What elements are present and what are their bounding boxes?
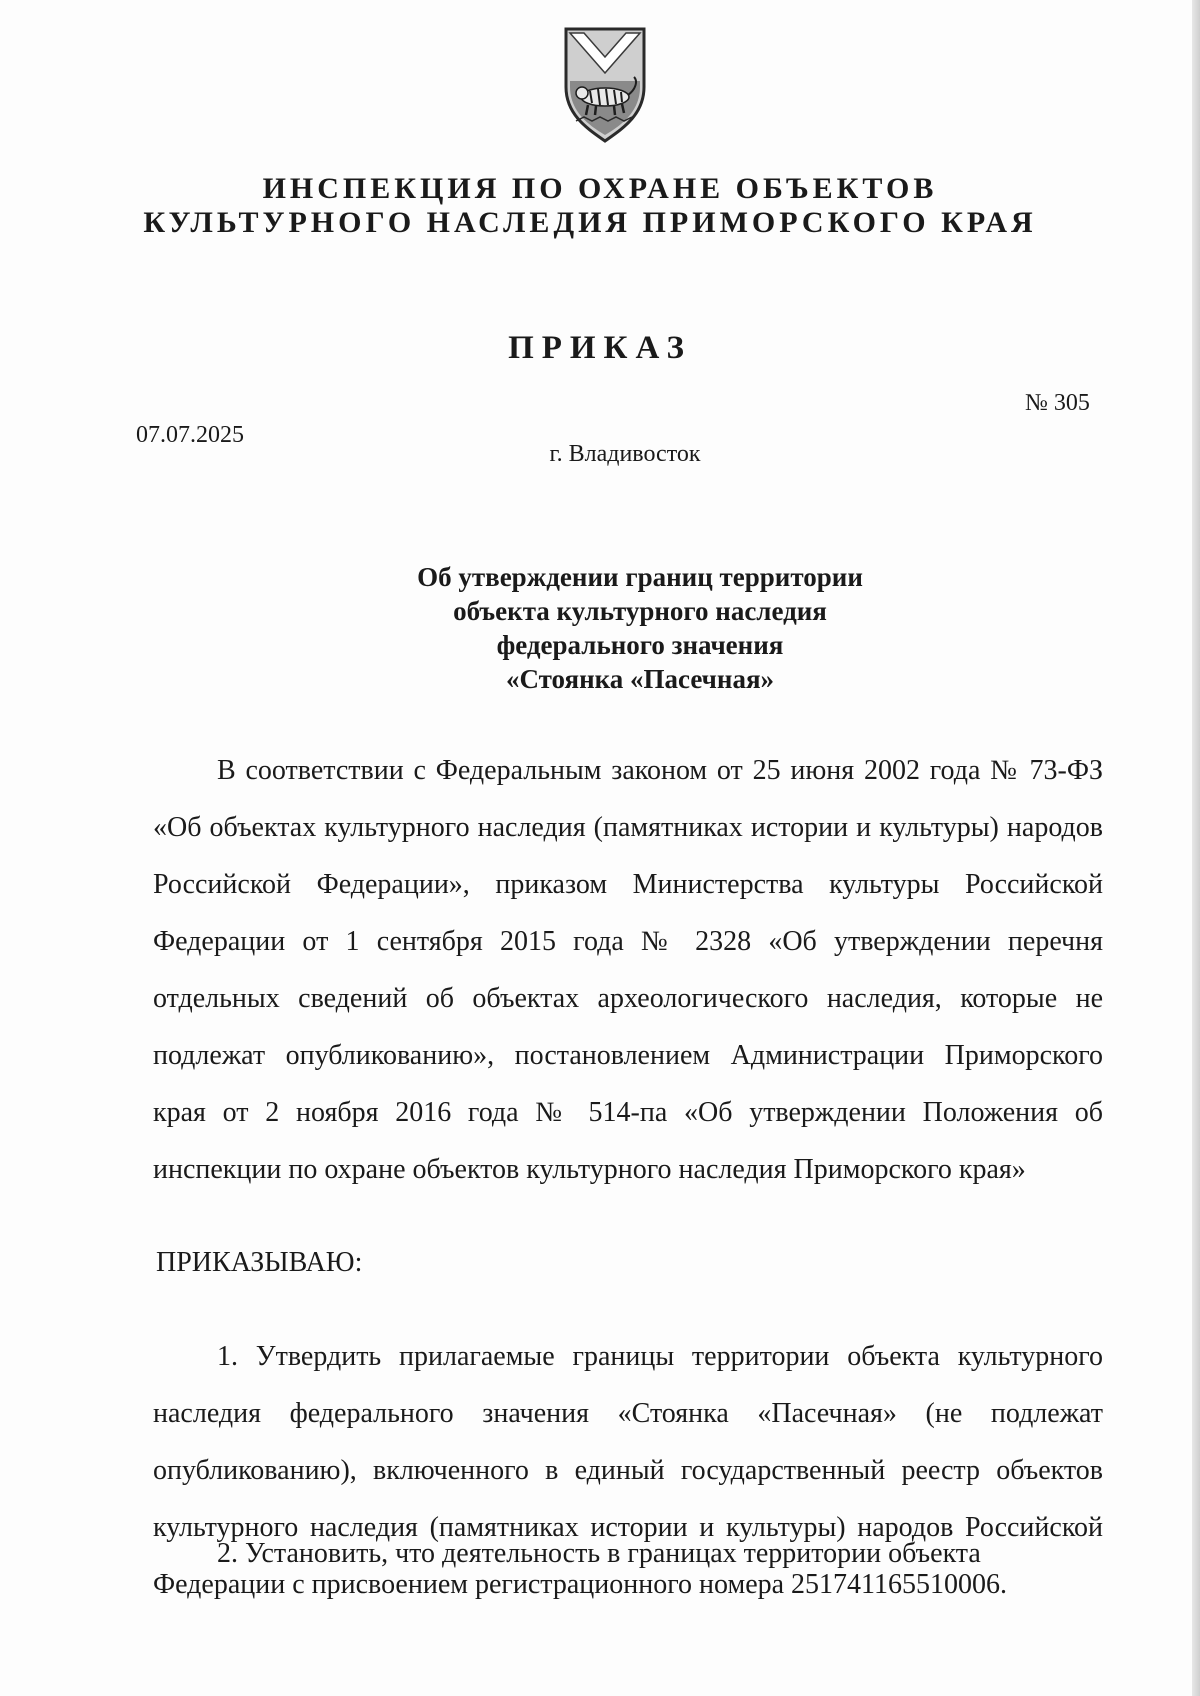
order-city: г. Владивосток bbox=[549, 441, 701, 467]
agency-name-line1: ИНСПЕКЦИЯ ПО ОХРАНЕ ОБЪЕКТОВ bbox=[262, 172, 938, 205]
subject-line: объекта культурного наследия bbox=[453, 596, 827, 626]
coat-of-arms-icon bbox=[560, 25, 650, 145]
order-directive-heading: ПРИКАЗЫВАЮ: bbox=[156, 1247, 363, 1278]
order-date: 07.07.2025 bbox=[136, 422, 244, 448]
subject-line: «Стоянка «Пасечная» bbox=[505, 664, 775, 694]
subject-line: федерального значения bbox=[496, 630, 784, 660]
agency-name-line2: КУЛЬТУРНОГО НАСЛЕДИЯ ПРИМОРСКОГО КРАЯ bbox=[143, 206, 1037, 239]
page-edge bbox=[1192, 0, 1200, 1696]
subject-line: Об утверждении границ территории bbox=[417, 562, 863, 592]
legal-basis-paragraph: В соответствии с Федеральным законом от 25 июня 2002 года № 73-ФЗ «Об объектах культурного наследия (памятниках истории и культуры) народов Российской Федерации», приказом Министерства культуры Российской Федерации от 1 сентября 2015 года № 2328 «Об утверждении перечня отдельных сведений об объектах археологического наследия, которые не подлежат опубликованию», постановлением Администрации Приморского края от 2 ноября 2016 года № 514-па «Об утверждении Положения об инспекции по охране объектов культурного наследия Приморского края» bbox=[153, 755, 1103, 1185]
order-number: № 305 bbox=[1025, 390, 1090, 416]
document-title: ПРИКАЗ bbox=[508, 330, 692, 366]
order-subject bbox=[0, 560, 1200, 696]
order-item-1: 1. Утвердить прилагаемые границы территории объекта культурного наследия федерального значения «Стоянка «Пасечная» (не подлежат опубликованию), включенного в единый государственный реестр объектов культурного наследия (памятниках истории и культуры) народов Российской Федерации с присвоением регистрационного номера 251741165510006. bbox=[153, 1341, 1103, 1600]
order-item-2: 2. Установить, что деятельность в границах территории объекта bbox=[217, 1538, 981, 1569]
